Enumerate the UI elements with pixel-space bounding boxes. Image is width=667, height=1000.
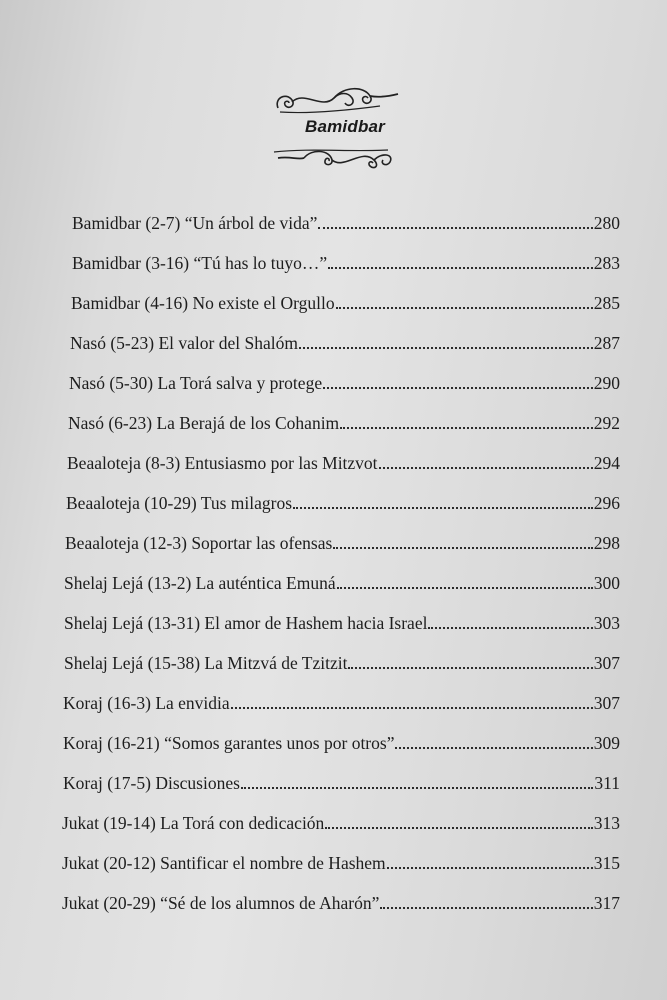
toc-entry-title: Koraj (16-21) “Somos garantes unos por otros” <box>63 733 395 753</box>
toc-entry-page: 290 <box>593 373 620 393</box>
toc-entry <box>64 646 620 674</box>
toc-entry-title: Beaaloteja (8-3) Entusiasmo por las Mitzvot <box>67 453 378 473</box>
dot-leader <box>293 506 593 509</box>
toc-entry <box>72 246 620 274</box>
toc-entry-title: Jukat (20-29) “Sé de los alumnos de Aharón” <box>62 893 380 913</box>
toc-entry-title: Nasó (5-23) El valor del Shalóm <box>70 333 298 353</box>
dot-leader <box>337 586 593 589</box>
toc-entry-title: Beaaloteja (12-3) Soportar las ofensas <box>65 533 333 553</box>
toc-entry <box>69 366 620 394</box>
toc-entry-title: Koraj (17-5) Discusiones <box>63 773 240 793</box>
dot-leader <box>387 866 593 869</box>
toc-entry-title: Shelaj Lejá (13-2) La auténtica Emuná <box>64 573 336 593</box>
toc-entry-page: 283 <box>593 253 620 273</box>
dot-leader <box>379 466 593 469</box>
toc-entry-page: 311 <box>594 773 620 793</box>
toc-entry <box>62 846 620 874</box>
toc-entry-page: 294 <box>593 453 620 473</box>
toc-entry-page: 298 <box>593 533 620 553</box>
toc-entry <box>72 206 620 234</box>
toc-entry-title: Bamidbar (3-16) “Tú has lo tuyo…” <box>72 253 328 273</box>
flourish-ornament-top <box>270 84 400 116</box>
toc-entry-page: 307 <box>593 653 620 673</box>
toc-entry <box>63 766 620 794</box>
dot-leader <box>231 706 593 709</box>
toc-entry-title: Nasó (5-30) La Torá salva y protege <box>69 373 323 393</box>
section-heading: Bamidbar <box>304 117 385 136</box>
toc-entry <box>65 526 620 554</box>
dot-leader <box>348 666 592 669</box>
toc-entry-page: 317 <box>593 893 620 913</box>
flourish-ornament-bottom <box>270 140 400 172</box>
dot-leader <box>395 746 592 749</box>
toc-entry-page: 307 <box>593 693 620 713</box>
dot-leader <box>241 786 593 789</box>
toc-entry-page: 292 <box>593 413 620 433</box>
toc-entry-page: 313 <box>593 813 620 833</box>
toc-entry <box>66 486 620 514</box>
toc-entry-title: Jukat (20-12) Santificar el nombre de Hashem <box>62 853 386 873</box>
toc-entry-title: Shelaj Lejá (13-31) El amor de Hashem hacia Israel <box>64 613 428 633</box>
dot-leader <box>336 306 593 309</box>
toc-entry <box>67 446 620 474</box>
toc-entry <box>62 806 620 834</box>
dot-leader <box>299 346 593 349</box>
toc-entry-page: 315 <box>593 853 620 873</box>
dot-leader <box>328 266 593 269</box>
toc-entry <box>64 566 620 594</box>
dot-leader <box>318 226 592 229</box>
toc-entry <box>63 686 620 714</box>
toc-entry-title: Bamidbar (4-16) No existe el Orgullo <box>71 293 335 313</box>
dot-leader <box>333 546 592 549</box>
toc-entry-page: 296 <box>593 493 620 513</box>
toc-entry <box>63 726 620 754</box>
toc-entry-title: Koraj (16-3) La envidia <box>63 693 230 713</box>
toc-entry <box>68 406 620 434</box>
toc-entry-title: Beaaloteja (10-29) Tus milagros <box>66 493 293 513</box>
dot-leader <box>428 626 592 629</box>
toc-entry-page: 309 <box>593 733 620 753</box>
dot-leader <box>340 426 593 429</box>
toc-entry-title: Jukat (19-14) La Torá con dedicación <box>62 813 325 833</box>
toc-entry-title: Nasó (6-23) La Berajá de los Cohanim <box>68 413 340 433</box>
toc-entry-page: 300 <box>593 573 620 593</box>
dot-leader <box>323 386 593 389</box>
toc-entry-page: 303 <box>593 613 620 633</box>
toc-entry <box>70 326 620 354</box>
toc-entry <box>64 606 620 634</box>
toc-entry <box>71 286 620 314</box>
toc-entry-page: 280 <box>593 213 620 233</box>
toc-entry-title: Bamidbar (2-7) “Un árbol de vida” <box>72 213 318 233</box>
toc-entry-title: Shelaj Lejá (15-38) La Mitzvá de Tzitzit <box>64 653 348 673</box>
dot-leader <box>380 906 592 909</box>
toc-entry-page: 285 <box>593 293 620 313</box>
dot-leader <box>325 826 592 829</box>
toc-entry-page: 287 <box>593 333 620 353</box>
toc-entry <box>62 886 620 914</box>
